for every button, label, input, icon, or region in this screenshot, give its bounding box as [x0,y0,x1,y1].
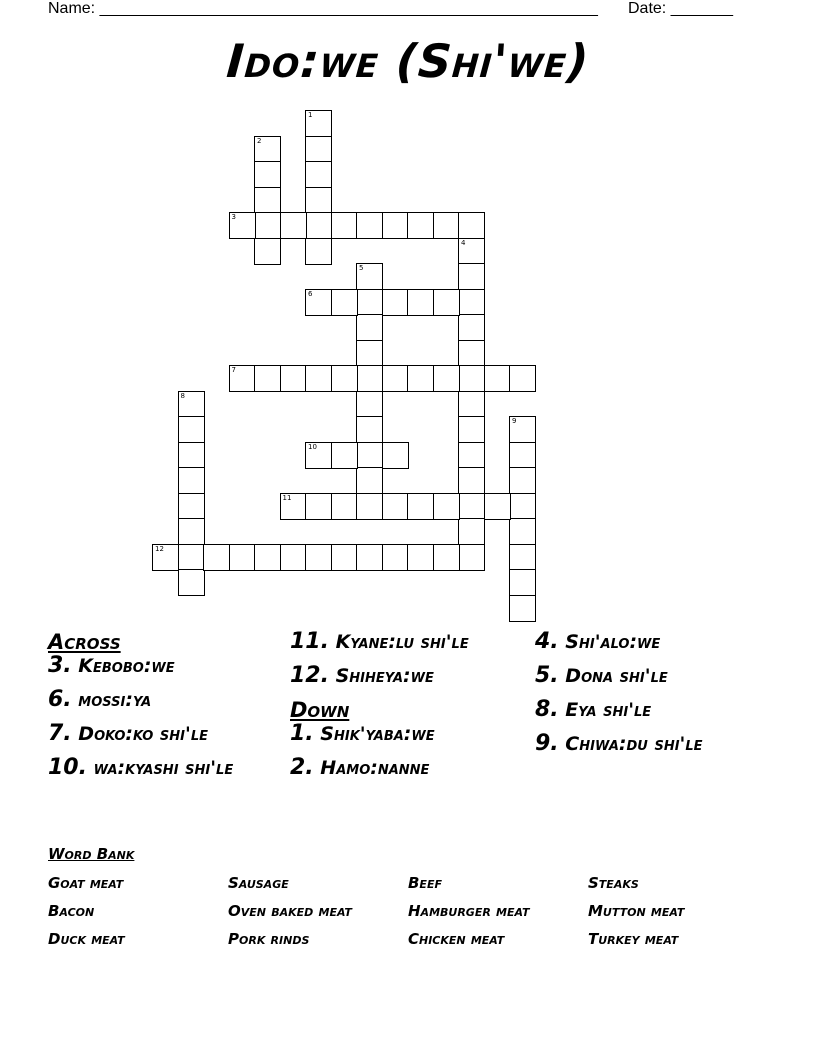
grid-cell[interactable] [178,467,205,494]
grid-cell[interactable] [356,263,383,290]
grid-cell[interactable] [305,238,332,265]
clue-number: 2 [257,136,262,145]
clue-number: 5 [359,264,364,272]
grid-cell[interactable] [382,442,409,469]
grid-cell[interactable] [356,544,383,571]
page-title: Ido:we (Shi'we) [224,34,592,88]
clue-number: 9 [512,417,517,425]
grid-cell[interactable] [178,569,205,596]
grid-cell[interactable] [331,544,358,571]
grid-cell[interactable] [229,212,256,239]
word-bank-item: Bacon [48,902,95,920]
clue-down-1: 1. Shik'yaba:we [290,721,435,746]
grid-cell[interactable] [382,212,409,239]
grid-cell[interactable] [382,544,409,571]
grid-cell[interactable] [280,493,307,520]
grid-cell[interactable] [458,289,485,316]
grid-cell[interactable] [484,493,511,520]
grid-cell[interactable] [407,365,434,392]
grid-cell[interactable] [458,212,485,239]
clue-down-4: 4. Shi'alo:we [535,629,661,654]
grid-cell[interactable] [305,544,332,571]
grid-cell[interactable] [178,544,205,571]
grid-cell[interactable] [254,161,281,188]
clue-across-12: 12. Shiheya:we [290,663,434,688]
clue-column-2 [290,630,510,790]
grid-cell[interactable] [280,212,307,239]
grid-cell[interactable] [407,212,434,239]
clue-down-8: 8. Eya shi'le [535,697,652,722]
grid-cell[interactable] [254,238,281,265]
clue-number: 12 [155,544,164,553]
grid-cell[interactable] [433,493,460,520]
grid-cell[interactable] [458,467,485,494]
grid-cell[interactable] [407,544,434,571]
grid-cell[interactable] [305,110,332,137]
word-bank-item: Duck meat [48,930,125,948]
clue-across-7: 7. Doko:ko shi'le [48,721,208,746]
grid-cell[interactable] [178,416,205,443]
word-bank-heading: Word Bank [48,845,135,863]
grid-cell[interactable] [356,391,383,418]
grid-cell[interactable] [509,493,536,520]
clue-across-6: 6. mossi:ya [48,687,152,712]
grid-cell[interactable] [458,314,485,341]
grid-cell[interactable] [509,569,536,596]
grid-cell[interactable] [382,493,409,520]
grid-cell[interactable] [433,365,460,392]
grid-cell[interactable] [509,595,536,622]
clue-across-11: 11. Kyane:lu shi'le [290,629,469,654]
clue-down-5: 5. Dona shi'le [535,663,668,688]
grid-cell[interactable] [458,238,485,265]
grid-cell[interactable] [458,544,485,571]
grid-cell[interactable] [305,365,332,392]
grid-cell[interactable] [331,212,358,239]
word-bank-item: Pork rinds [228,930,310,948]
grid-cell[interactable] [305,212,332,239]
grid-cell[interactable] [280,544,307,571]
grid-cell[interactable] [484,365,511,392]
clue-number: 7 [231,366,236,374]
grid-cell[interactable] [356,416,383,443]
grid-cell[interactable] [458,493,485,520]
grid-cell[interactable] [509,544,536,571]
clue-number: 10 [308,442,317,451]
grid-cell[interactable] [178,493,205,520]
name-field-line: Name: ________________________________________________________ [48,0,598,17]
clue-down-2: 2. Hamo:nanne [290,755,430,780]
clue-number: 11 [282,493,292,502]
grid-cell[interactable] [356,314,383,341]
grid-cell[interactable] [509,442,536,469]
grid-cell[interactable] [331,365,358,392]
grid-cell[interactable] [152,544,179,571]
grid-cell[interactable] [178,442,205,469]
grid-cell[interactable] [305,493,332,520]
grid-cell[interactable] [356,212,383,239]
grid-cell[interactable] [178,518,205,545]
grid-cell[interactable] [356,289,383,316]
word-bank-item: Oven baked meat [228,902,352,920]
grid-cell[interactable] [254,544,281,571]
clue-number: 3 [231,213,236,221]
grid-cell[interactable] [331,289,358,316]
grid-cell[interactable] [433,544,460,571]
clue-across-3: 3. Kebobo:we [48,653,175,678]
word-bank-item: Steaks [588,874,639,892]
grid-cell[interactable] [203,544,230,571]
grid-cell[interactable] [509,365,536,392]
clue-number: 8 [180,391,185,400]
grid-cell[interactable] [254,212,281,239]
grid-cell[interactable] [305,161,332,188]
clue-across-10: 10. wa:kyashi shi'le [48,755,234,780]
grid-cell[interactable] [305,442,332,469]
grid-cell[interactable] [305,187,332,214]
grid-cell[interactable] [254,365,281,392]
grid-cell[interactable] [433,289,460,316]
grid-cell[interactable] [407,493,434,520]
grid-cell[interactable] [433,212,460,239]
clue-number: 4 [461,238,466,247]
grid-cell[interactable] [356,467,383,494]
grid-cell[interactable] [254,136,281,163]
grid-cell[interactable] [382,289,409,316]
grid-cell[interactable] [509,467,536,494]
grid-cell[interactable] [229,365,256,392]
grid-cell[interactable] [509,416,536,443]
grid-cell[interactable] [305,289,332,316]
grid-cell[interactable] [458,442,485,469]
grid-cell[interactable] [356,493,383,520]
clue-column-1 [48,630,268,790]
date-field-line: Date: _______ [628,0,733,17]
across-heading: Across [48,630,121,654]
grid-cell[interactable] [305,136,332,163]
clue-column-3 [535,630,765,766]
word-bank-item: Mutton meat [588,902,685,920]
word-bank-item: Chicken meat [408,930,505,948]
grid-cell[interactable] [458,340,485,367]
grid-cell[interactable] [178,391,205,418]
word-bank-item: Beef [408,874,442,892]
word-bank-item: Turkey meat [588,930,679,948]
grid-cell[interactable] [229,544,256,571]
grid-cell[interactable] [254,187,281,214]
word-bank-item: Sausage [228,874,289,892]
grid-cell[interactable] [356,442,383,469]
clue-number: 1 [308,111,313,119]
grid-cell[interactable] [331,442,358,469]
grid-cell[interactable] [458,263,485,290]
grid-cell[interactable] [458,365,485,392]
clue-number: 6 [308,289,313,298]
word-bank-item: Hamburger meat [408,902,530,920]
clue-down-9: 9. Chiwa:du shi'le [535,731,703,756]
grid-cell[interactable] [356,340,383,367]
grid-cell[interactable] [458,391,485,418]
grid-cell[interactable] [331,493,358,520]
word-bank-item: Goat meat [48,874,124,892]
grid-cell[interactable] [280,365,307,392]
grid-cell[interactable] [509,518,536,545]
grid-cell[interactable] [458,518,485,545]
grid-cell[interactable] [458,416,485,443]
grid-cell[interactable] [382,365,409,392]
grid-cell[interactable] [407,289,434,316]
grid-cell[interactable] [356,365,383,392]
down-heading: Down [290,698,350,722]
